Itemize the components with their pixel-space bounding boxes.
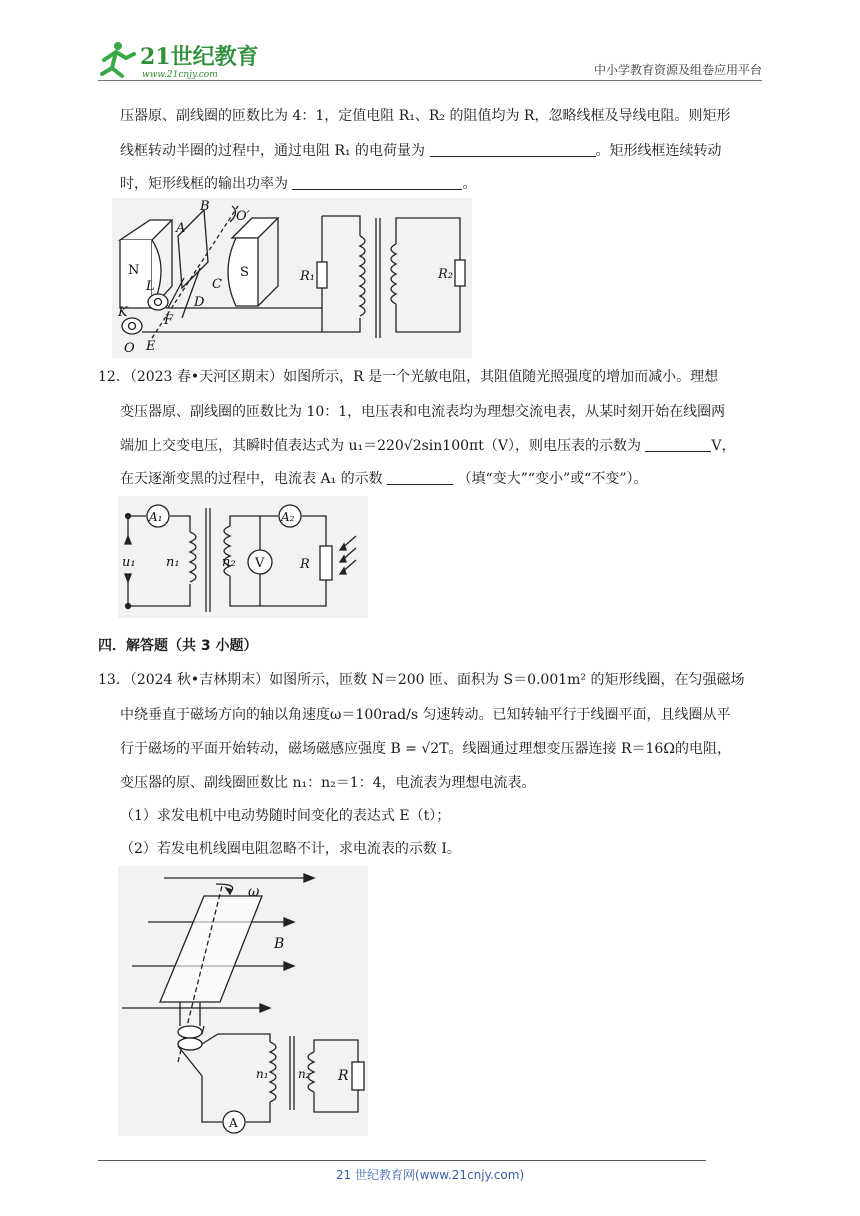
footer-divider (98, 1160, 706, 1161)
q12-line3-text: 端加上交变电压，其瞬时值表达式为 u₁＝220√2sin100πt（V），则电压表的示数为 (120, 438, 641, 454)
label-L: L (146, 279, 155, 294)
q13-line3: 行于磁场的平面开始转动，磁场磁感应强度 B = √2T。线圈通过理想变压器连接 R＝16Ω的电阻， (120, 741, 731, 757)
label-n1: n₁ (256, 1067, 269, 1081)
q13-line2: 中绕垂直于磁场方向的轴以角速度ω＝100rad/s 匀速转动。已知转轴平行于线圈平面，且线圈从平 (120, 707, 731, 723)
q12-line1: 12．（2023 春•天河区期末）如图所示，R 是一个光敏电阻，其阻值随光照强度的增加而减小。理想 (98, 369, 719, 385)
label-omega: ω (248, 884, 260, 900)
label-n2: n₂ (298, 1067, 311, 1081)
q11-figure (112, 198, 472, 358)
q11-line3-tail: 。 (462, 176, 477, 192)
label-n1: n₁ (166, 555, 180, 570)
q13-line1: 13．（2024 秋•吉林期末）如图所示，匝数 N＝200 匝、面积为 S＝0.001m² 的矩形线圈，在匀强磁场 (98, 672, 745, 688)
header-divider (98, 80, 762, 81)
label-O-prime: O′ (236, 209, 250, 224)
ammeter-A2-label: A₂ (281, 510, 295, 524)
label-R2: R₂ (438, 267, 453, 282)
runner-logo-icon (102, 42, 134, 76)
q12-line4 (120, 469, 647, 489)
q13-sub1: （1）求发电机中电动势随时间变化的表达式 E（t）； (120, 808, 451, 824)
label-R1: R₁ (300, 269, 315, 284)
label-O: O (124, 341, 135, 356)
q11-line3 (120, 174, 476, 194)
label-C: C (212, 277, 222, 292)
answer-blank[interactable] (387, 470, 453, 485)
q12-line3 (120, 436, 736, 456)
ammeter-A1-label: A₁ (149, 510, 163, 524)
site-logo (96, 38, 266, 82)
q13-line4: 变压器的原、副线圈匝数比 n₁：n₂＝1：4，电流表为理想电流表。 (120, 775, 536, 791)
label-D: D (194, 295, 205, 310)
q11-line3-text: 时，矩形线框的输出功率为 (120, 176, 288, 192)
label-R: R (338, 1068, 349, 1084)
logo-url: www.21cnjy.com (142, 70, 218, 80)
label-K: K (118, 305, 128, 320)
voltmeter-label: V (255, 556, 265, 571)
site-name: 中小学教育资源及组卷应用平台 (593, 63, 762, 77)
q12-line3-tail: V， (711, 438, 736, 454)
label-N: N (128, 263, 140, 278)
q13-figure (118, 866, 368, 1136)
q11-line1: 压器原、副线圈的匝数比为 4：1，定值电阻 R₁、R₂ 的阻值均为 R，忽略线框及导线电阻。则矩形 (120, 108, 731, 124)
answer-blank[interactable] (645, 437, 711, 452)
ammeter-label: A (229, 1116, 238, 1130)
logo-text: 21世纪教育 (140, 44, 259, 70)
q12-line2: 变压器原、副线圈的匝数比为 10：1，电压表和电流表均为理想交流电表，从某时刻开始在线圈两 (120, 404, 726, 420)
label-S: S (240, 265, 249, 280)
label-A: A (176, 221, 186, 236)
q12-line4-tail: （填“变大”“变小”或“不变”）。 (457, 471, 648, 487)
q11-line2-tail: 。矩形线框连续转动 (595, 143, 722, 159)
answer-blank[interactable] (430, 142, 596, 157)
label-B: B (200, 199, 210, 214)
answer-blank[interactable] (292, 175, 462, 190)
q11-line2-text: 线框转动半圈的过程中，通过电阻 R₁ 的电荷量为 (120, 143, 426, 159)
label-n2: n₂ (222, 555, 236, 570)
footer-link[interactable]: 21 世纪教育网(www.21cnjy.com) (335, 1168, 525, 1182)
q12-figure (118, 496, 368, 618)
label-E: E (146, 339, 156, 354)
q12-line4-text: 在天逐渐变黑的过程中，电流表 A₁ 的示数 (120, 471, 383, 487)
label-B: B (274, 936, 285, 952)
label-R: R (300, 557, 310, 572)
section-title: 四．解答题（共 3 小题） (98, 638, 258, 654)
q13-sub2: （2）若发电机线圈电阻忽略不计，求电流表的示数 I。 (120, 841, 461, 857)
label-F: F (164, 313, 174, 328)
label-u1: u₁ (122, 555, 136, 570)
q11-line2 (120, 141, 722, 161)
